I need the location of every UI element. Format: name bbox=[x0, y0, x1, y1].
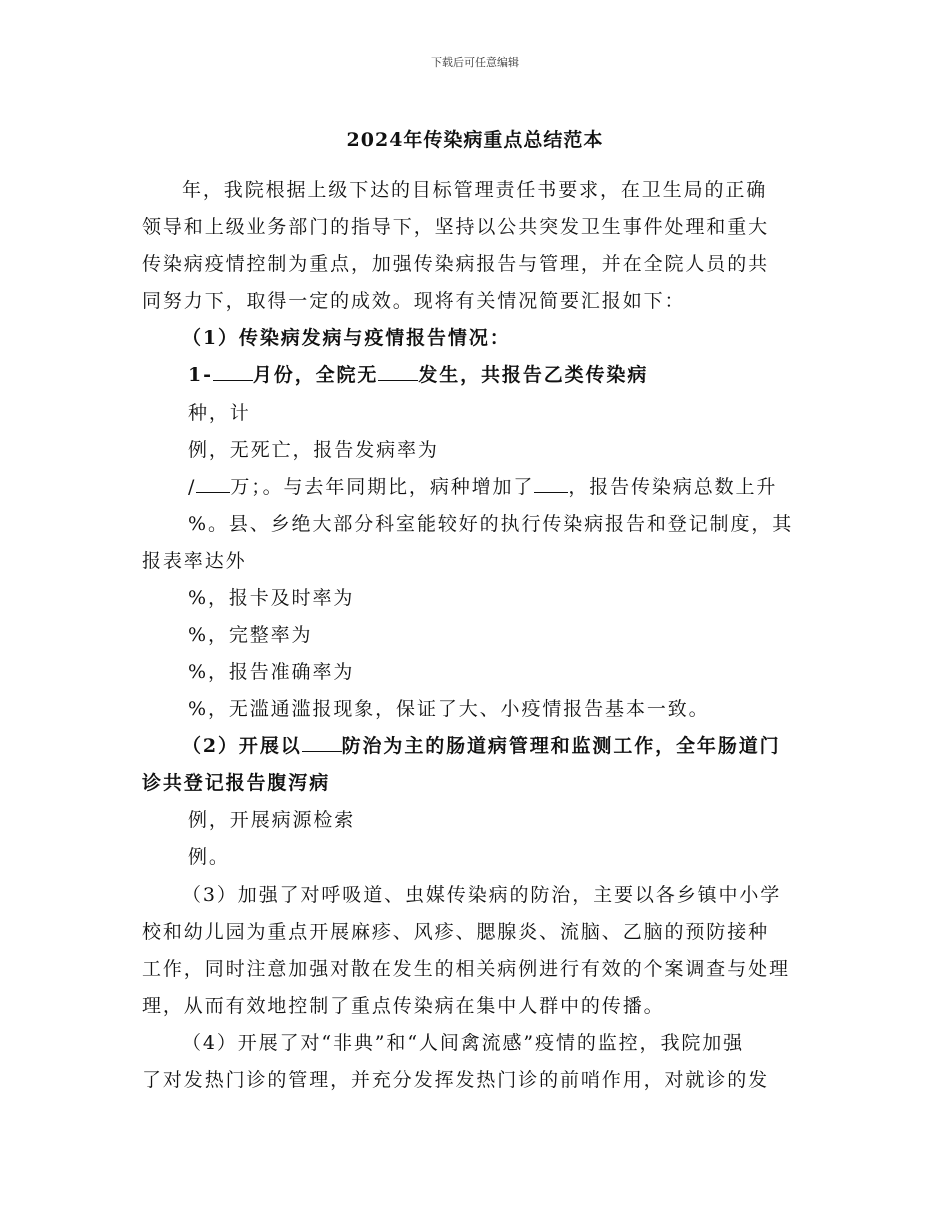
text-fragment: 发生，共报告乙类传染病 bbox=[418, 364, 649, 386]
blank-underline bbox=[213, 379, 253, 381]
text-fragment: 防治为主的肠道病管理和监测工作，全年肠道门 bbox=[341, 735, 781, 757]
paragraph-line: 例。 bbox=[188, 846, 230, 868]
report-line bbox=[188, 472, 777, 499]
blank-underline bbox=[302, 750, 342, 752]
text-fragment: 万；。与去年同期比，病种增加了 bbox=[230, 476, 535, 498]
paragraph-line: 了对发热门诊的管理，并充分发挥发热门诊的前哨作用，对就诊的发 bbox=[142, 1069, 770, 1091]
paragraph-line: 传染病疫情控制为重点，加强传染病报告与管理，并在全院人员的共 bbox=[142, 253, 770, 275]
paragraph-line: （4）开展了对“非典”和“人间禽流感”疫情的监控，我院加强 bbox=[182, 1032, 745, 1054]
text-fragment: 1- bbox=[188, 364, 213, 386]
text-fragment: / bbox=[188, 476, 197, 498]
paragraph-line: 种，计 bbox=[188, 402, 251, 424]
paragraph-line: %，无滥通滥报现象，保证了大、小疫情报告基本一致。 bbox=[188, 698, 710, 720]
report-line bbox=[188, 360, 648, 387]
paragraph-line: （3）加强了对呼吸道、虫媒传染病的防治，主要以各乡镇中小学 bbox=[182, 884, 782, 906]
paragraph-line: 年，我院根据上级下达的目标管理责任书要求，在卫生局的正确 bbox=[182, 179, 768, 201]
section-heading-1: （1）传染病发病与疫情报告情况： bbox=[182, 327, 511, 349]
paragraph-line: %，报告准确率为 bbox=[188, 661, 355, 683]
paragraph-line: 例，无死亡，报告发病率为 bbox=[188, 439, 439, 461]
paragraph-line: 工作，同时注意加强对散在发生的相关病例进行有效的个案调查与处理 bbox=[142, 958, 790, 980]
text-fragment: ，报告传染病总数上升 bbox=[568, 476, 778, 498]
paragraph-line: 报表率达外 bbox=[142, 550, 247, 572]
document-title: 2024年传染病重点总结范本 bbox=[346, 129, 604, 151]
page-header: 下载后可任意编辑 bbox=[431, 56, 519, 69]
paragraph-line: %。县、乡绝大部分科室能较好的执行传染病报告和登记制度，其 bbox=[188, 513, 794, 535]
blank-underline bbox=[534, 491, 568, 493]
blank-underline bbox=[378, 379, 418, 381]
paragraph-line: 校和幼儿园为重点开展麻疹、风疹、腮腺炎、流脑、乙脑的预防接种 bbox=[142, 921, 770, 943]
paragraph-line: %，报卡及时率为 bbox=[188, 587, 355, 609]
text-fragment: 月份，全院无 bbox=[252, 364, 379, 386]
paragraph-line: 例，开展病源检索 bbox=[188, 809, 356, 831]
blank-underline bbox=[196, 491, 230, 493]
paragraph-line: 领导和上级业务部门的指导下，坚持以公共突发卫生事件处理和重大 bbox=[142, 216, 770, 238]
paragraph-line: 同努力下，取得一定的成效。现将有关情况简要汇报如下： bbox=[142, 290, 686, 312]
section-heading-2-cont: 诊共登记报告腹泻病 bbox=[142, 772, 331, 794]
paragraph-line: 理，从而有效地控制了重点传染病在集中人群中的传播。 bbox=[142, 995, 665, 1017]
text-fragment: （2）开展以 bbox=[182, 735, 302, 757]
section-heading-2 bbox=[182, 731, 781, 758]
paragraph-line: %，完整率为 bbox=[188, 624, 313, 646]
